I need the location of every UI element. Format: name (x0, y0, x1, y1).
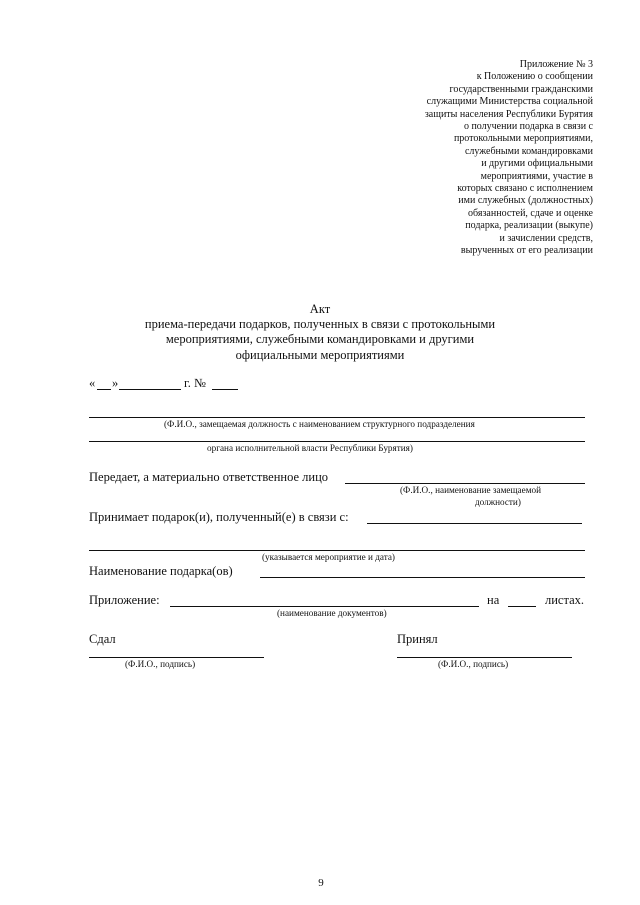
organ-blank[interactable] (89, 441, 585, 442)
act-number-blank[interactable] (212, 389, 238, 390)
received-label: Принял (397, 632, 438, 646)
appendix-line: протокольными мероприятиями, (453, 133, 593, 145)
title-line: приема-передачи подарков, полученных в связи с протокольными (144, 317, 496, 332)
document-title (0, 302, 640, 363)
accepts-blank[interactable] (367, 523, 582, 524)
appendix-line: служебными командировками (464, 145, 593, 157)
appendix-line: обязанностей, сдаче и оценке (468, 207, 593, 219)
month-blank[interactable] (119, 389, 181, 390)
appendix-line: подарка, реализации (выкупе) (465, 220, 593, 232)
date-open-quote: « (89, 376, 96, 390)
caption-fio-signature-right: (Ф.И.О., подпись) (438, 659, 509, 669)
received-signature-blank[interactable] (397, 657, 572, 658)
caption-fio-position: (Ф.И.О., замещаемая должность с наименованием структурного подразделения (164, 419, 475, 429)
appendix-header (353, 59, 593, 258)
event-date-blank[interactable] (89, 550, 585, 551)
appendix-line: государственными гражданскими (449, 83, 593, 95)
appendix-line: к Положению о сообщении (476, 71, 593, 83)
caption-fio-position2: (Ф.И.О., наименование замещаемой (400, 485, 542, 495)
page-number: 9 (318, 877, 324, 889)
appendix-line: Приложение № 3 (519, 59, 593, 70)
appendix-line: о получении подарка в связи с (463, 121, 593, 133)
gift-name-blank[interactable] (260, 577, 585, 578)
day-blank[interactable] (97, 389, 111, 390)
sheets-count-blank[interactable] (508, 606, 536, 607)
appendix-line: мероприятиями, участие в (480, 170, 593, 182)
appendix-line: вырученных от его реализации (460, 245, 593, 257)
title-line: официальными мероприятиями (235, 347, 405, 362)
gift-name-label: Наименование подарка(ов) (89, 564, 233, 578)
caption-organ: органа исполнительной власти Республики Бурятия) (207, 443, 413, 453)
caption-event-date: (указывается мероприятие и дата) (262, 552, 395, 562)
accepts-label: Принимает подарок(и), полученный(е) в связи с: (89, 510, 349, 524)
responsible-person-blank[interactable] (345, 483, 585, 484)
sheets-label: листах. (545, 593, 585, 607)
appendix-line: и другими официальными (481, 158, 593, 170)
appendix-line: защиты населения Республики Бурятия (424, 108, 593, 120)
title-line: Акт (309, 302, 331, 316)
handed-signature-blank[interactable] (89, 657, 264, 658)
year-number-label: г. № (184, 376, 206, 390)
appendix-line: и зачислении средств, (499, 232, 593, 244)
fio-position-blank[interactable] (89, 417, 585, 418)
transfers-label: Передает, а материально ответственное лицо (89, 470, 329, 484)
caption-documents: (наименование документов) (277, 608, 387, 618)
caption-position2-cont: должности) (475, 497, 521, 507)
on-label: на (487, 593, 500, 607)
appendix-line: ими служебных (должностных) (458, 195, 593, 207)
date-close-quote: » (112, 376, 119, 390)
caption-fio-signature-left: (Ф.И.О., подпись) (125, 659, 196, 669)
appendix-line: служащими Министерства социальной (426, 96, 593, 108)
attachment-blank[interactable] (170, 606, 479, 607)
handed-label: Сдал (89, 632, 116, 646)
appendix-line: которых связано с исполнением (457, 183, 593, 195)
attachment-label: Приложение: (89, 593, 160, 607)
title-line: мероприятиями, служебными командировками и другими (165, 332, 475, 347)
